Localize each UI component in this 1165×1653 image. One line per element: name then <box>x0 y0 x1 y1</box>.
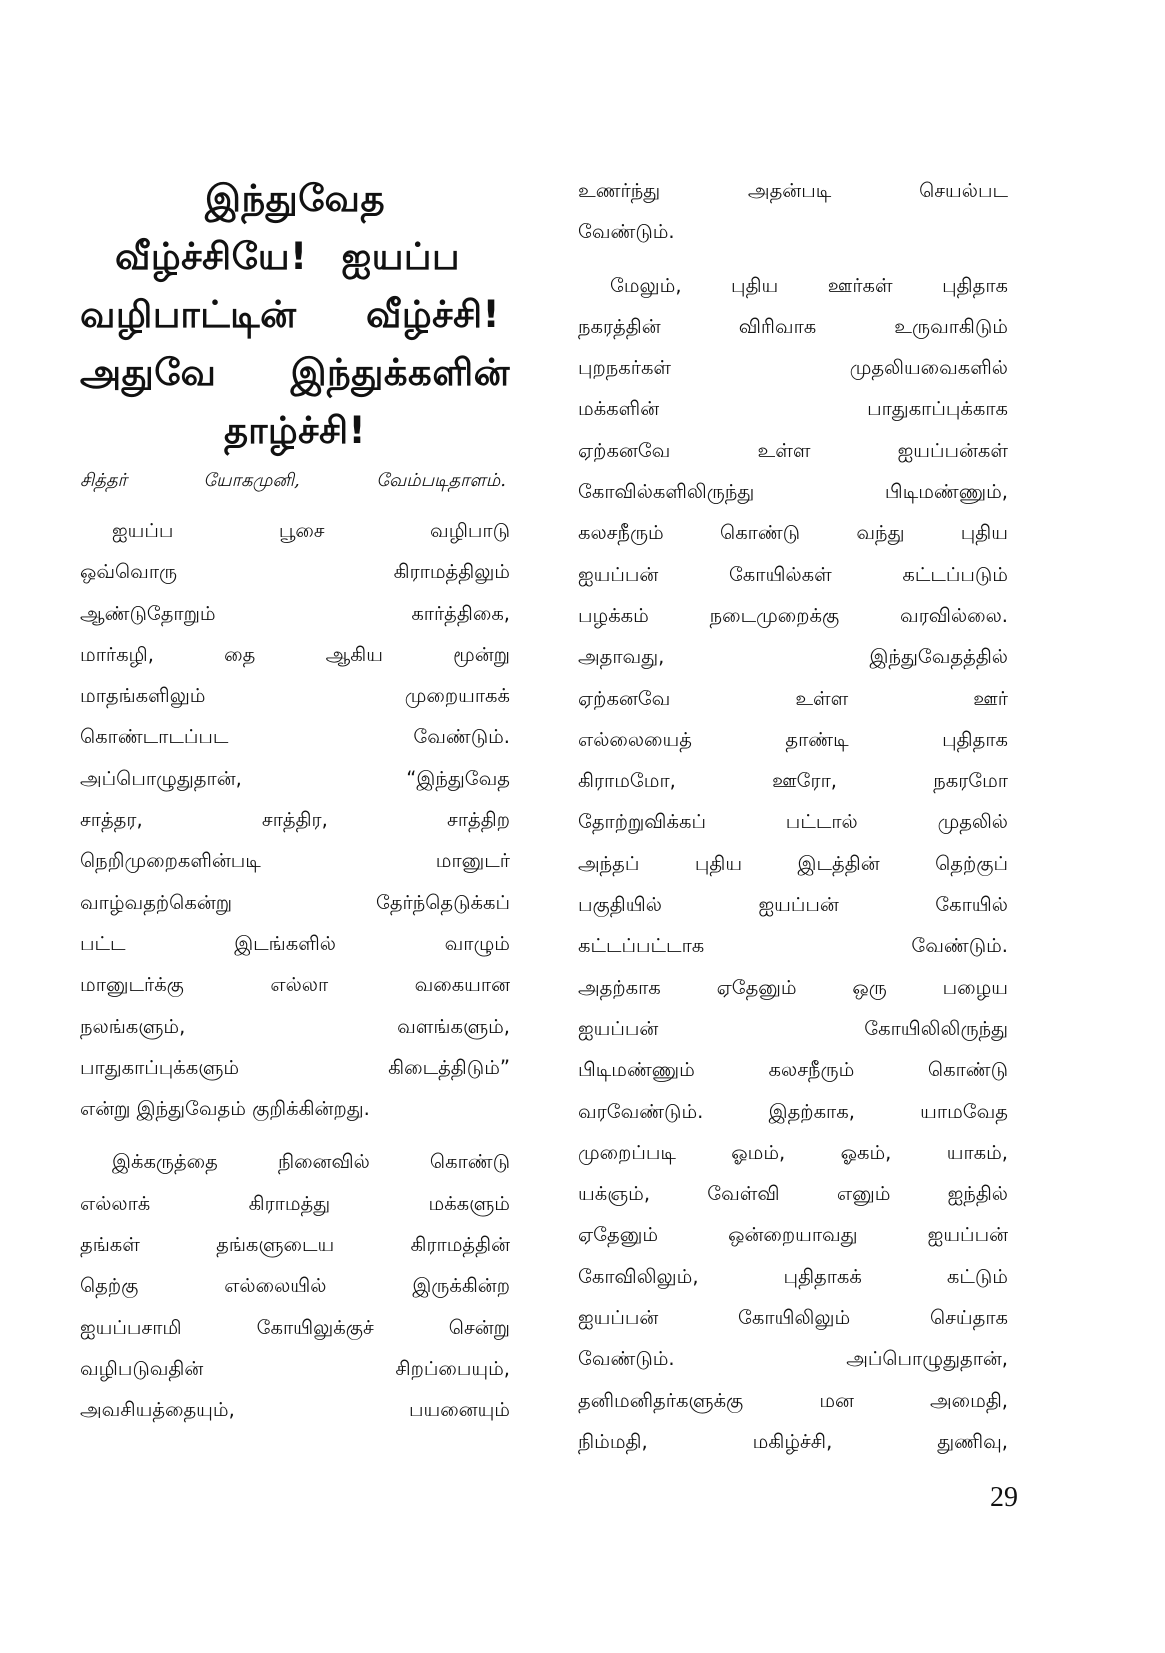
text-line: உணர்ந்து அதன்படி செயல்பட <box>578 179 1008 202</box>
text-line: எல்லாக் கிராமத்து மக்களும் <box>80 1191 510 1215</box>
text-line: ஏற்கனவே உள்ள ஐயப்பன்கள் <box>578 438 1008 462</box>
title-word: அதுவே <box>80 351 217 394</box>
text-line: ஐயப்ப பூசை வழிபாடு <box>112 519 510 542</box>
text-line: கிராமமோ, ஊரோ, நகரமோ <box>578 769 1008 793</box>
title-line <box>80 170 510 228</box>
title-word: தாழ்ச்சி! <box>223 409 367 452</box>
title-word: இந்துவேத <box>204 177 386 220</box>
left-column <box>80 170 510 1443</box>
text-line: அதற்காக ஏதேனும் ஒரு பழைய <box>578 975 1008 999</box>
title-line <box>80 286 510 344</box>
text-line: தெற்கு எல்லையில் இருக்கின்ற <box>80 1274 510 1298</box>
text-line: வரவேண்டும். இதற்காக, யாமவேத <box>578 1099 1008 1123</box>
text-line: ஏதேனும் ஒன்றையாவது ஐயப்பன் <box>578 1223 1008 1247</box>
title-line <box>80 402 510 460</box>
text-line: மேலும், புதிய ஊர்கள் புதிதாக <box>610 273 1008 297</box>
text-line: வேண்டும். அப்பொழுதுதான், <box>578 1347 1008 1371</box>
text-line: கோவில்களிலிருந்து பிடிமண்ணும், <box>578 480 1008 504</box>
right-column <box>578 170 1008 1474</box>
text-line: மக்களின் பாதுகாப்புக்காக <box>578 397 1008 421</box>
paragraph <box>578 265 1008 1463</box>
text-line: ஐயப்பன் கோயிலிலிருந்து <box>578 1016 1008 1040</box>
text-line: ஐயப்பன் கோயிலிலும் செய்தாக <box>578 1306 1008 1330</box>
article-title <box>80 170 510 460</box>
text-line: மானுடர்க்கு எல்லா வகையான <box>80 973 510 997</box>
text-line: கோவிலிலும், புதிதாகக் கட்டும் <box>578 1264 1008 1288</box>
text-line: அப்பொழுதுதான், “இந்துவேத <box>80 766 510 790</box>
text-line: நெறிமுறைகளின்படி மானுடர் <box>80 849 510 873</box>
text-line: ஐயப்பசாமி கோயிலுக்குச் சென்று <box>80 1315 510 1339</box>
text-line: பகுதியில் ஐயப்பன் கோயில் <box>578 893 1008 917</box>
text-line: தனிமனிதர்களுக்கு மன அமைதி, <box>578 1388 1008 1412</box>
title-word: இந்துக்களின் <box>290 351 510 394</box>
author-byline <box>80 466 510 496</box>
text-line: தங்கள் தங்களுடைய கிராமத்தின் <box>80 1233 510 1257</box>
text-line: பாதுகாப்புக்களும் கிடைத்திடும்” <box>80 1055 510 1079</box>
text-line: ஏற்கனவே உள்ள ஊர் <box>578 686 1008 710</box>
byline-word: யோகமுனி, <box>203 470 300 491</box>
text-line: நகரத்தின் விரிவாக உருவாகிடும் <box>578 314 1008 338</box>
text-line: எல்லையைத் தாண்டி புதிதாக <box>578 727 1008 751</box>
text-line: பழக்கம் நடைமுறைக்கு வரவில்லை. <box>578 603 1008 627</box>
text-line: அவசியத்தையும், பயனையும் <box>80 1398 510 1422</box>
text-line: முறைப்படி ஓமம், ஓகம், யாகம், <box>578 1140 1008 1164</box>
text-line: பிடிமண்ணும் கலசநீரும் கொண்டு <box>578 1058 1008 1082</box>
title-line <box>80 344 510 402</box>
text-line: மார்கழி, தை ஆகிய மூன்று <box>80 642 510 666</box>
text-line: யக்ஞம், வேள்வி எனும் ஐந்தில் <box>578 1182 1008 1206</box>
text-line: வழிபடுவதின் சிறப்பையும், <box>80 1356 510 1380</box>
byline-word: வேம்படிதாளம். <box>376 470 506 491</box>
page-number: 29 <box>990 1482 1018 1513</box>
text-line: புறநகர்கள் முதலியவைகளில் <box>578 356 1008 380</box>
text-line: கொண்டாடப்பட வேண்டும். <box>80 725 510 749</box>
text-line: இக்கருத்தை நினைவில் கொண்டு <box>112 1150 510 1174</box>
paragraph <box>80 1141 510 1430</box>
text-line: மாதங்களிலும் முறையாகக் <box>80 684 510 708</box>
text-line: என்று இந்துவேதம் குறிக்கின்றது. <box>80 1097 370 1121</box>
text-line: நலங்களும், வளங்களும், <box>80 1014 510 1038</box>
text-line: சாத்தர, சாத்திர, சாத்திற <box>80 808 510 832</box>
text-line: ஐயப்பன் கோயில்கள் கட்டப்படும் <box>578 562 1008 586</box>
paragraph <box>578 170 1008 253</box>
text-line: ஒவ்வொரு கிராமத்திலும் <box>80 560 510 584</box>
paragraph <box>80 510 510 1129</box>
text-line: தோற்றுவிக்கப் பட்டால் முதலில் <box>578 810 1008 834</box>
text-line: ஆண்டுதோறும் கார்த்திகை, <box>80 601 510 625</box>
title-line <box>80 228 510 286</box>
text-line: வாழ்வதற்கென்று தேர்ந்தெடுக்கப் <box>80 890 510 914</box>
text-line: அந்தப் புதிய இடத்தின் தெற்குப் <box>578 851 1008 875</box>
text-line: பட்ட இடங்களில் வாழும் <box>80 931 510 955</box>
title-word: ஐயப்ப <box>341 235 460 278</box>
text-line: அதாவது, இந்துவேதத்தில் <box>578 645 1008 669</box>
text-line: வேண்டும். <box>578 220 675 244</box>
title-word: வீழ்ச்சி! <box>365 293 500 336</box>
title-word: வீழ்ச்சியே! <box>115 235 308 278</box>
text-line: கலசநீரும் கொண்டு வந்து புதிய <box>578 521 1008 545</box>
text-line: நிம்மதி, மகிழ்ச்சி, துணிவு, <box>578 1429 1008 1453</box>
byline-word: சித்தர் <box>80 470 127 491</box>
text-line: கட்டப்பட்டாக வேண்டும். <box>578 934 1008 958</box>
title-word: வழிபாட்டின் <box>80 293 297 336</box>
